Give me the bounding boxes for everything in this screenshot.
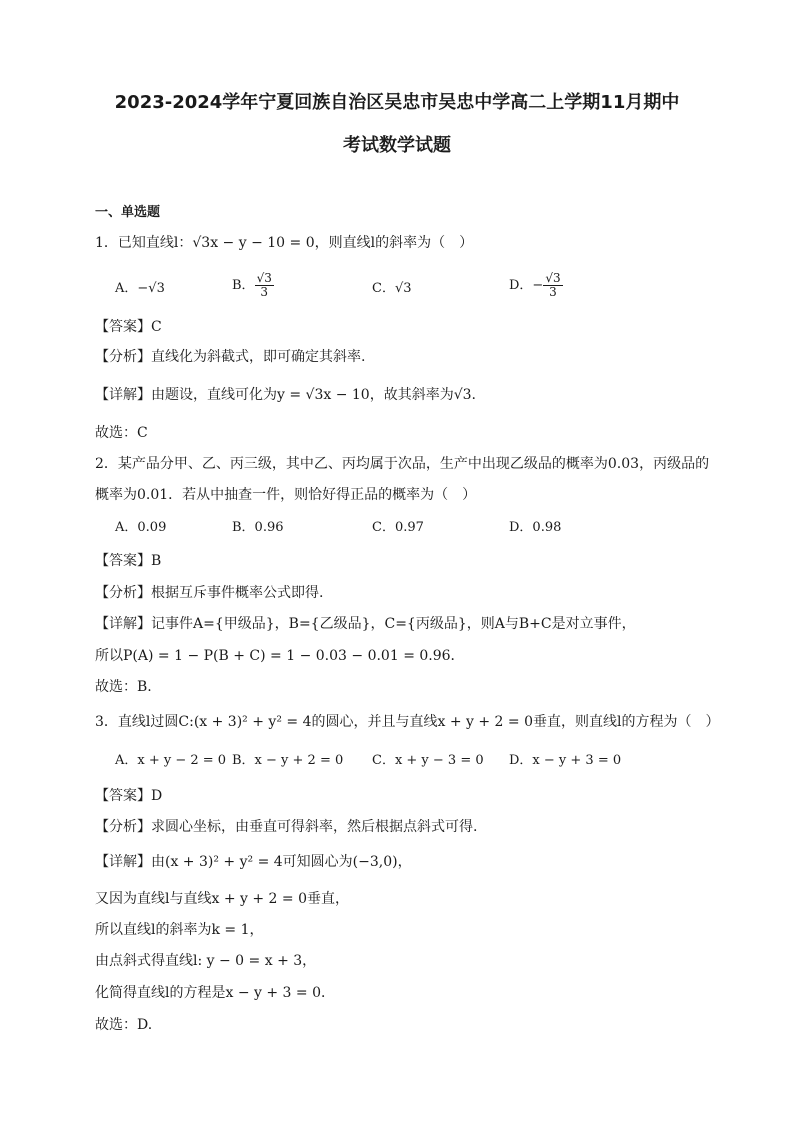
q1-option-b-denominator: 3 xyxy=(260,285,269,299)
q3-detail-line1: 【详解】由(x + 3)² + y² = 4可知圆心为(−3,0)， xyxy=(95,854,412,870)
q1-option-d-prefix: D．− xyxy=(509,278,544,293)
q1-option-a: A．−√3 xyxy=(115,281,165,296)
q1-option-b-fraction xyxy=(255,272,274,299)
q3-option-c: C．x + y − 3 = 0 xyxy=(372,753,484,768)
q3-analysis: 【分析】求圆心坐标，由垂直可得斜率，然后根据点斜式可得. xyxy=(95,819,478,835)
q2-analysis: 【分析】根据互斥事件概率公式即得. xyxy=(95,585,324,601)
q1-option-c: C．√3 xyxy=(372,281,412,296)
q3-choose: 故选：D. xyxy=(95,1017,153,1033)
q1-option-b xyxy=(232,272,274,299)
q3-option-d: D．x − y + 3 = 0 xyxy=(509,753,622,768)
q2-stem-line2: 概率为0.01．若从中抽查一件，则恰好得正品的概率为（ ） xyxy=(95,487,477,503)
q1-option-b-prefix: B． xyxy=(232,278,255,293)
q2-option-b: B．0.96 xyxy=(232,520,284,535)
q3-option-b: B．x − y + 2 = 0 xyxy=(232,753,344,768)
q3-stem: 3．直线l过圆C:(x + 3)² + y² = 4的圆心，并且与直线x + y + 2 = 0垂直，则直线l的方程为（ ） xyxy=(95,714,720,730)
document-title-line1: 2023-2024学年宁夏回族自治区吴忠市吴忠中学高二上学期11月期中 xyxy=(114,92,680,113)
q3-detail-line5: 化简得直线l的方程是x − y + 3 = 0． xyxy=(95,985,335,1001)
q2-detail-line2: 所以P(A) = 1 − P(B + C) = 1 − 0.03 − 0.01 = 0.96． xyxy=(95,648,465,664)
q1-analysis: 【分析】直线化为斜截式，即可确定其斜率. xyxy=(95,349,366,365)
q2-option-a: A．0.09 xyxy=(115,520,167,535)
q2-stem-line1: 2．某产品分甲、乙、丙三级，其中乙、丙均属于次品，生产中出现乙级品的概率为0.03，丙级品的 xyxy=(95,456,710,472)
q2-detail-line1: 【详解】记事件A={甲级品}，B={乙级品}，C={丙级品}，则A与B+C是对立事件， xyxy=(95,616,636,632)
q1-stem: 1．已知直线l：√3x − y − 10 = 0，则直线l的斜率为（ ） xyxy=(95,235,474,251)
q1-option-b-numerator: √3 xyxy=(256,271,272,285)
q3-detail-line2: 又因为直线l与直线x + y + 2 = 0垂直， xyxy=(95,891,349,907)
q3-option-a: A．x + y − 2 = 0 xyxy=(115,753,227,768)
section-heading: 一、单选题 xyxy=(95,205,161,220)
q1-detail: 【详解】由题设，直线可化为y = √3x − 10，故其斜率为√3. xyxy=(95,387,476,403)
q1-option-d-fraction xyxy=(543,272,562,299)
q1-option-d xyxy=(509,272,563,299)
q1-choose: 故选：C xyxy=(95,425,148,441)
q1-answer: 【答案】C xyxy=(95,319,162,335)
q1-option-d-denominator: 3 xyxy=(549,285,557,299)
q3-answer: 【答案】D xyxy=(95,788,163,804)
q3-detail-line3: 所以直线l的斜率为k = 1， xyxy=(95,922,264,938)
document-title-line2: 考试数学试题 xyxy=(343,135,451,156)
q2-option-d: D．0.98 xyxy=(509,520,562,535)
q2-choose: 故选：B. xyxy=(95,679,152,695)
q3-detail-line4: 由点斜式得直线l: y − 0 = x + 3， xyxy=(95,953,317,969)
q2-answer: 【答案】B xyxy=(95,553,162,569)
q1-option-d-numerator: √3 xyxy=(545,271,561,285)
q2-option-c: C．0.97 xyxy=(372,520,424,535)
